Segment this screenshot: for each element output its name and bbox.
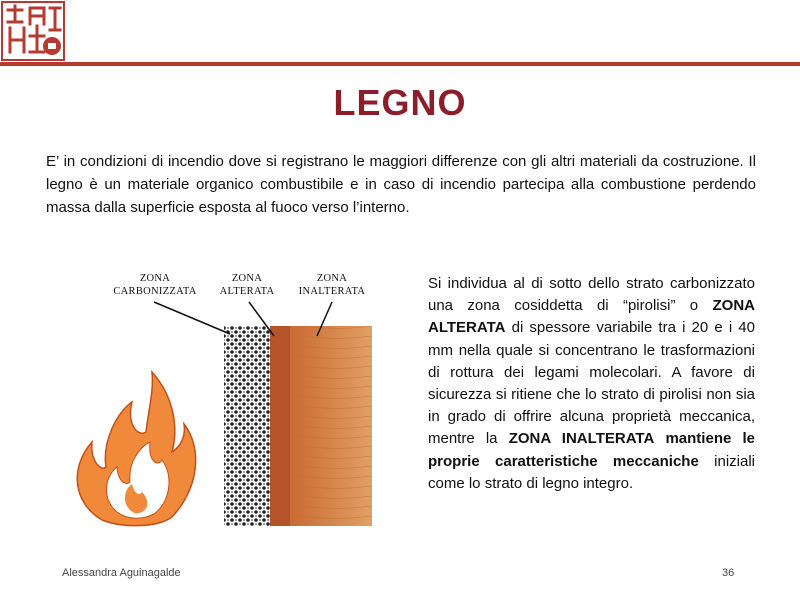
zona-alterata-band — [270, 326, 290, 526]
page-number: 36 — [722, 567, 735, 579]
label-zona-inalterata-line2: INALTERATA — [298, 286, 366, 297]
label-zona-alterata-line1: ZONA — [231, 273, 263, 284]
footer-author: Alessandra Aguinagalde — [62, 567, 181, 579]
leader-line-carbonizzata — [154, 302, 230, 334]
label-zona-inalterata — [290, 272, 374, 298]
body-text-2: di spessore variabile tra i 20 e i 40 mm nella quale si concentrano le trasformazioni di rottura dei legami molecolari. A favore di sicurezza si ritiene che lo strato di pirolisi non sia in grado di offrire alcuna proprietà meccanica, mentre la — [428, 319, 755, 448]
seal-logo-icon — [0, 0, 68, 66]
body-text-3 — [654, 430, 665, 447]
label-zona-carbonizzata-line2: CARBONIZZATA — [113, 286, 197, 297]
body-text-1: Si individua al di sotto dello strato carbonizzato una zona cosiddetta di “pirolisi” o — [428, 275, 755, 315]
label-zona-alterata — [212, 272, 282, 298]
zona-carbonizzata-band — [224, 326, 270, 526]
wood-grain — [290, 326, 372, 526]
label-zona-alterata-line2: ALTERATA — [219, 286, 275, 297]
body-text-4: iniziali come lo strato di legno integro. — [428, 452, 756, 492]
pirolisi-description — [428, 273, 755, 495]
institution-logo — [0, 0, 68, 66]
header-divider — [0, 62, 800, 66]
caratteristiche-emphasis: mantiene le proprie caratteristiche meccaniche — [428, 430, 755, 470]
zona-inalterata-emphasis: ZONA INALTERATA — [508, 430, 655, 448]
label-zona-carbonizzata-line1: ZONA — [139, 273, 171, 284]
label-zona-carbonizzata — [100, 272, 210, 298]
intro-paragraph: E’ in condizioni di incendio dove si registrano le maggiori differenze con gli altri materiali da costruzione. Il legno è un materiale organico combustibile e in caso di incendio partecipa alla combustione perdendo massa dalla superficie esposta al fuoco verso l’interno. — [46, 153, 756, 216]
wood-section-figure — [62, 262, 392, 530]
label-zona-inalterata-line1: ZONA — [316, 273, 348, 284]
wood-zones-illustration — [62, 262, 392, 530]
slide-title: LEGNO — [333, 82, 467, 123]
zona-alterata-emphasis: ZONA ALTERATA — [428, 297, 755, 337]
flame-icon — [77, 372, 195, 526]
